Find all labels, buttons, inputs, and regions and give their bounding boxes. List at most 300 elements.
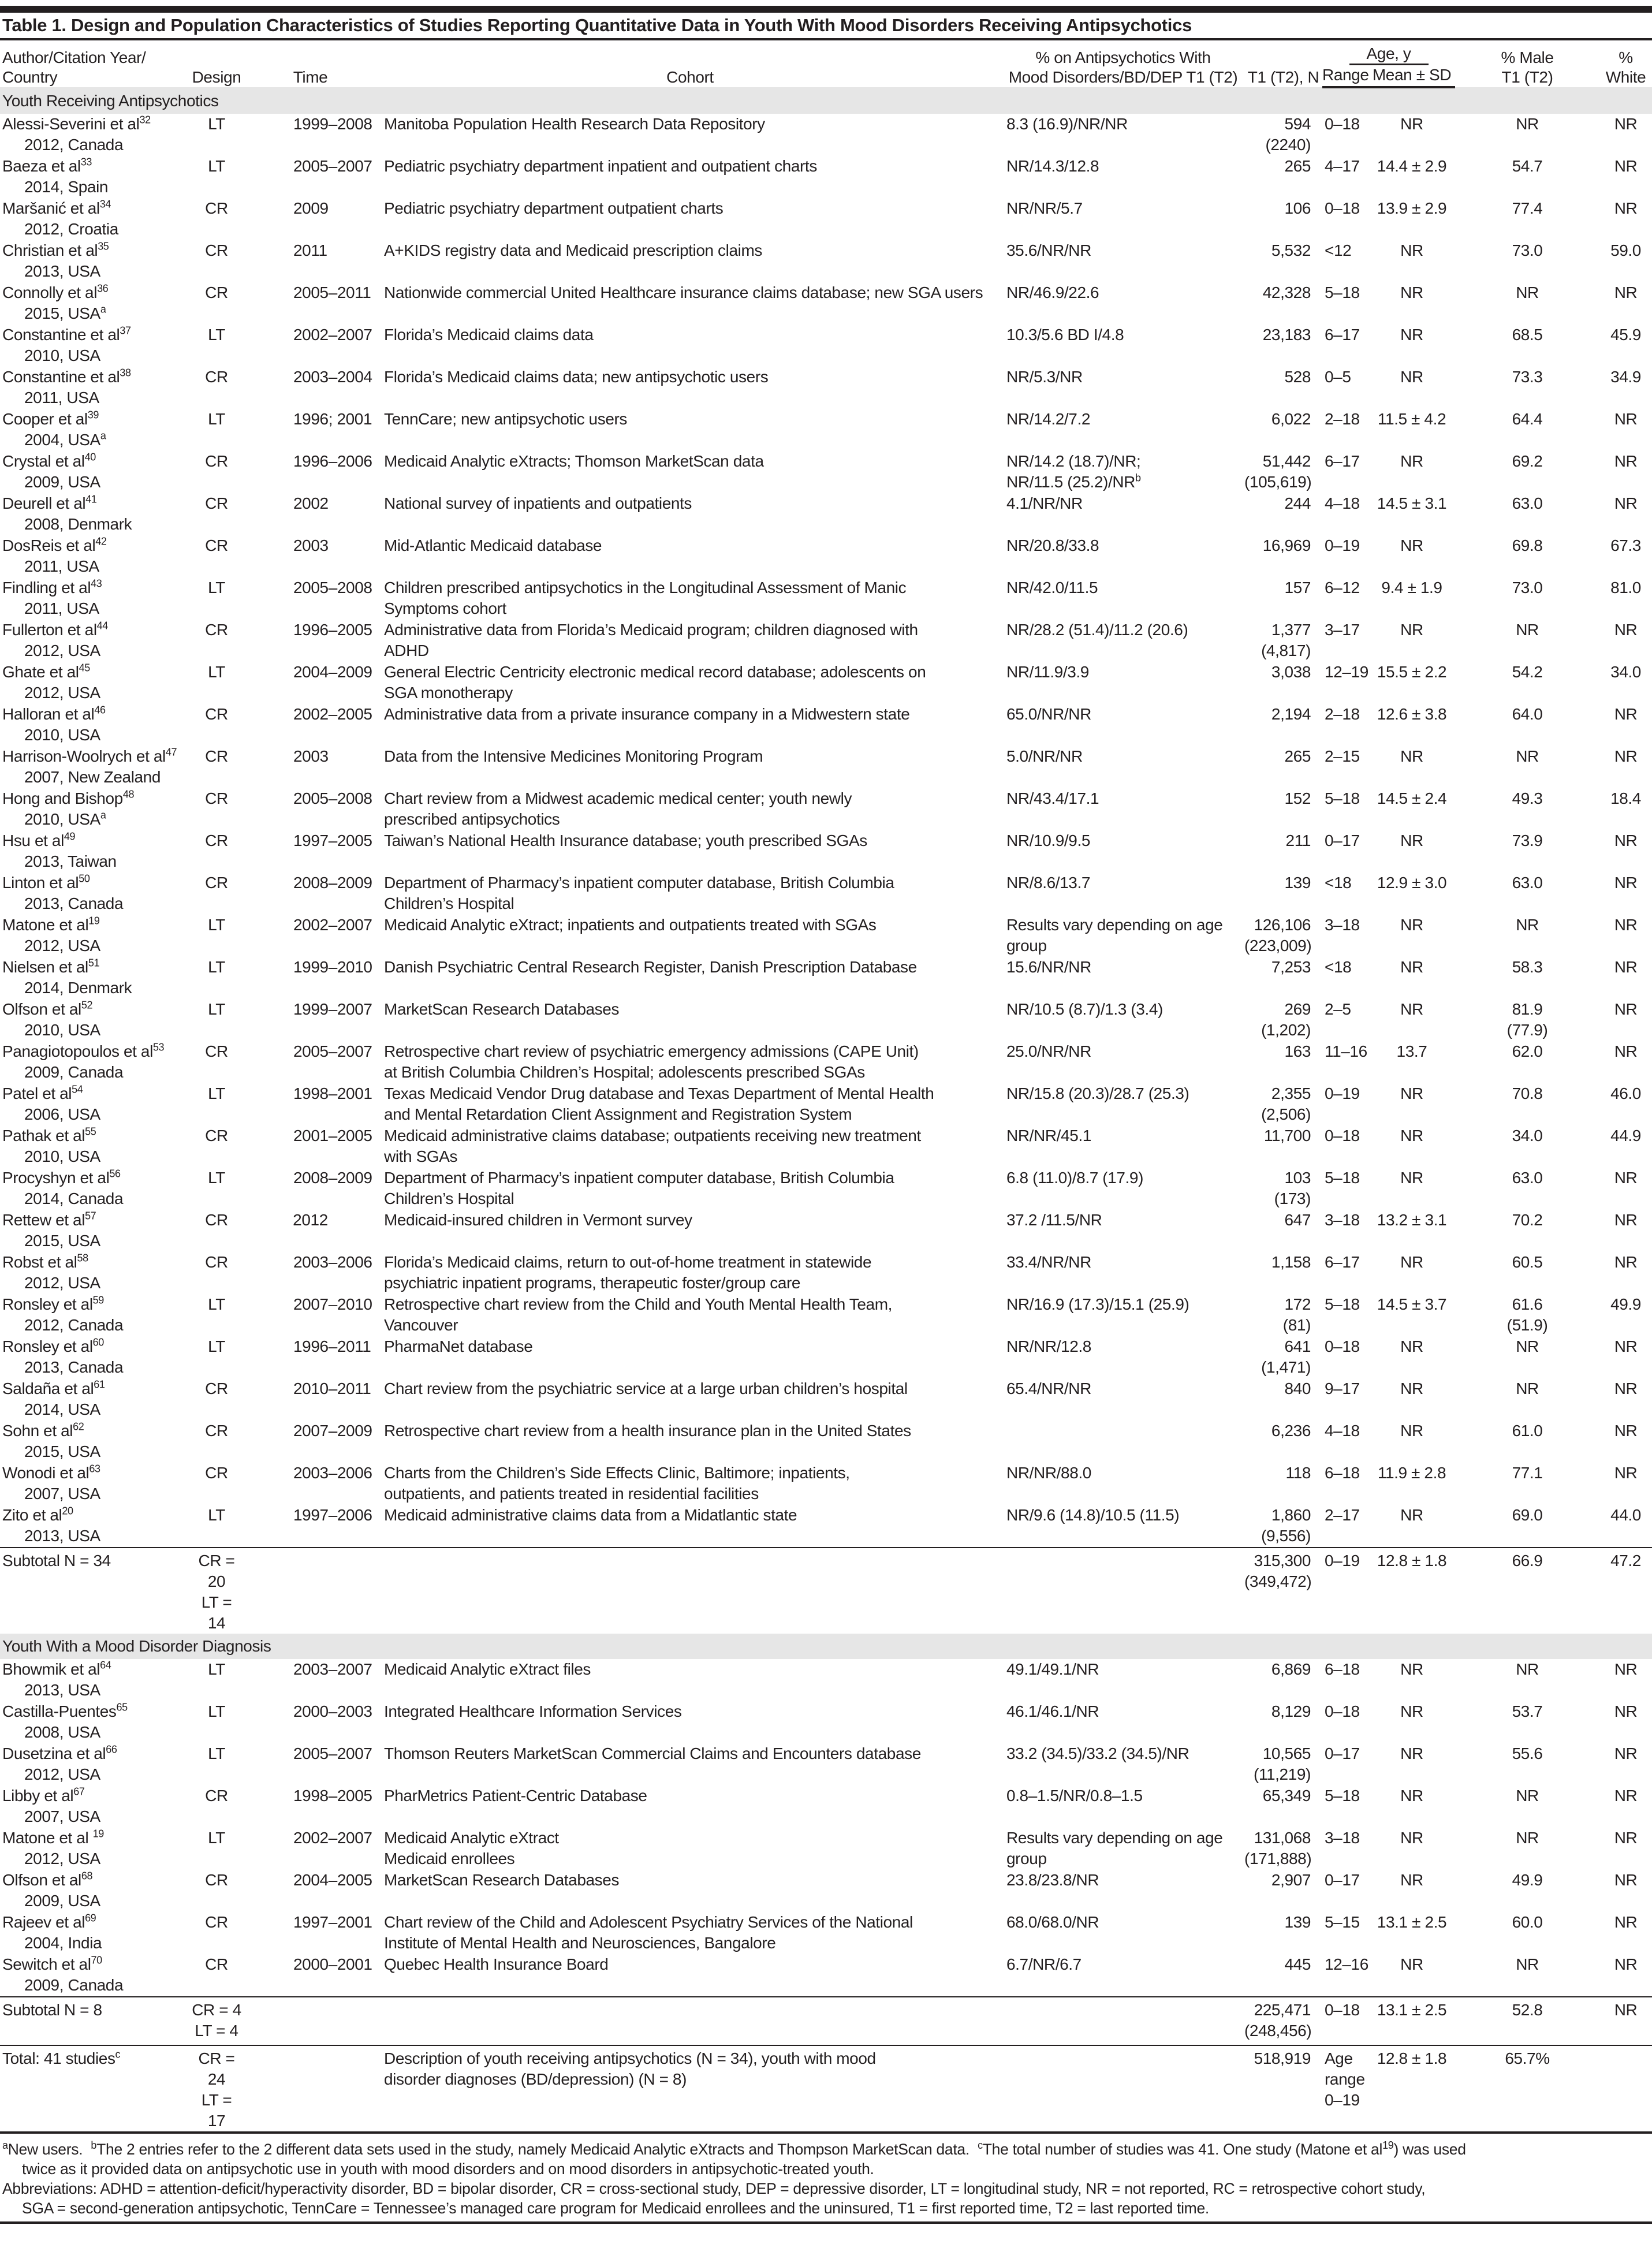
author-cell (0, 1997, 191, 2045)
cohort-description: Manitoba Population Health Research Data Repository (384, 115, 765, 133)
header-mean: Mean ± SD (1368, 65, 1455, 87)
cohort-description: MarketScan Research Databases (384, 1871, 620, 1889)
reference-number: 57 (85, 1210, 96, 1222)
author-name-line (2, 1210, 191, 1231)
pct-antipsychotics: 35.6/NR/NR (1006, 241, 1091, 259)
table-row (0, 704, 1652, 746)
pct-male: 77.4 (1512, 199, 1543, 217)
reference-number: 32 (139, 114, 151, 126)
sample-size-t1: 7,253 (1271, 958, 1311, 976)
design-cell (191, 240, 243, 282)
reference-number: 43 (91, 577, 102, 590)
table-row (0, 114, 1652, 156)
design: LT (208, 1506, 225, 1524)
reference-number: 35 (98, 240, 109, 252)
n-cell (1244, 1083, 1322, 1125)
year-country: 2010, USA (24, 810, 100, 828)
design: CR (205, 199, 228, 217)
author-cell (0, 1252, 191, 1294)
author-name-line (2, 1785, 191, 1806)
year-country: 2010, USA (24, 726, 100, 744)
sample-size-t1: 1,860 (1271, 1506, 1311, 1524)
white-cell (1599, 535, 1652, 577)
author-cell (0, 1168, 191, 1210)
mean-cell (1368, 535, 1455, 577)
year-country-line (2, 1722, 191, 1743)
male-cell (1455, 1168, 1599, 1210)
cohort-cell (378, 325, 1002, 367)
mean-cell (1368, 240, 1455, 282)
range-cell (1322, 1785, 1368, 1828)
author-name-line (2, 1659, 191, 1680)
year-country: 2012, USA (24, 642, 100, 659)
author-cell (0, 620, 191, 662)
pct-white: NR (1614, 199, 1638, 217)
table-row (0, 493, 1652, 535)
age-range: 0–19 (1325, 1084, 1360, 1102)
male-cell (1455, 1785, 1599, 1828)
design-cell (191, 746, 243, 788)
sample-size-t2: (105,619) (1244, 473, 1312, 491)
pct-antipsychotics: 0.8–1.5/NR/0.8–1.5 (1006, 1787, 1143, 1805)
pct-cell (1002, 1421, 1244, 1463)
pct-white: 49.9 (1610, 1295, 1641, 1313)
header-pct: % on Antipsychotics With Mood Disorders/BD/DEP T1 (T2) (1008, 49, 1238, 86)
design: LT (208, 916, 225, 934)
pct-male: 60.5 (1512, 1253, 1543, 1271)
pct-cell (1002, 1701, 1244, 1743)
year-country-line (2, 135, 191, 155)
pct-male: 73.3 (1512, 368, 1543, 386)
age-range: 2–15 (1325, 747, 1360, 765)
author-name: Subtotal N = 8 (2, 2001, 102, 2019)
white-cell (1599, 1210, 1652, 1252)
pct-cell (1002, 1336, 1244, 1378)
range-cell (1322, 114, 1368, 156)
author-name-line (2, 999, 191, 1020)
mean-cell (1368, 409, 1455, 451)
male-cell (1455, 2045, 1599, 2133)
sample-size-t2: (9,556) (1261, 1527, 1311, 1545)
pct-white: NR (1614, 410, 1638, 428)
time-cell (243, 1421, 378, 1463)
design-cell (191, 1421, 243, 1463)
design-cell (191, 1548, 243, 1634)
table-row (0, 1252, 1652, 1294)
male-cell (1455, 873, 1599, 915)
year-country: 2011, USA (24, 389, 99, 407)
cohort-description: Pediatric psychiatry department inpatient and outpatient charts (384, 157, 817, 175)
age-range: 3–18 (1325, 916, 1360, 934)
author-cell (0, 198, 191, 240)
author-name-line (2, 746, 191, 767)
time-period: 2004–2009 (293, 663, 372, 681)
age-mean-sd: 13.9 ± 2.9 (1377, 199, 1447, 217)
pct-white: NR (1614, 705, 1638, 723)
age-mean-sd: NR (1400, 1422, 1423, 1440)
author-name: Rajeev et al (2, 1913, 85, 1931)
table-row (0, 1083, 1652, 1125)
pct-cell (1002, 367, 1244, 409)
pct-cell (1002, 1659, 1244, 1701)
pct-antipsychotics: 23.8/23.8/NR (1006, 1871, 1099, 1889)
pct-antipsychotics: 33.2 (34.5)/33.2 (34.5)/NR (1006, 1744, 1189, 1762)
cohort-cell (378, 240, 1002, 282)
age-mean-sd: 14.4 ± 2.9 (1377, 157, 1447, 175)
sample-size-t1: 244 (1284, 494, 1311, 512)
pct-white: NR (1614, 1337, 1638, 1355)
mean-cell (1368, 1252, 1455, 1294)
range-cell (1322, 1870, 1368, 1912)
cohort-cell (378, 1336, 1002, 1378)
n-cell (1244, 704, 1322, 746)
author-name: Constantine et al (2, 326, 120, 344)
pct-white: 34.9 (1610, 368, 1641, 386)
pct-cell (1002, 957, 1244, 999)
pct-white: NR (1614, 832, 1638, 849)
author-name: Deurell et al (2, 494, 86, 512)
title-rule (0, 38, 1652, 40)
cohort-cell (378, 1294, 1002, 1336)
author-cell (0, 1294, 191, 1336)
table-row (0, 577, 1652, 620)
table-row (0, 788, 1652, 830)
cohort-description: Administrative data from a private insurance company in a Midwestern state (384, 705, 910, 723)
cohort-cell (378, 1548, 1002, 1634)
age-mean-sd: NR (1400, 1829, 1423, 1847)
year-country-line (2, 1231, 191, 1251)
white-cell (1599, 2045, 1652, 2133)
male-cell (1455, 1210, 1599, 1252)
mean-cell (1368, 1701, 1455, 1743)
age-mean-sd: NR (1400, 1127, 1423, 1145)
author-name: Sewitch et al (2, 1955, 91, 1973)
pct-male: 62.0 (1512, 1042, 1543, 1060)
sample-size-t1: 528 (1284, 368, 1311, 386)
age-mean-sd: NR (1400, 1169, 1423, 1187)
pct-antipsychotics: 10.3/5.6 BD I/4.8 (1006, 326, 1124, 344)
cohort-description: Retrospective chart review of psychiatric emergency admissions (CAPE Unit) at British Columbia Children’s Hospital; adolescents prescribed SGAs (384, 1042, 919, 1081)
time-cell (243, 746, 378, 788)
time-period: 2000–2001 (293, 1955, 372, 1973)
pct-white: NR (1614, 494, 1638, 512)
age-mean-sd: NR (1400, 1000, 1423, 1018)
table-row (0, 1659, 1652, 1701)
design: LT (208, 1702, 225, 1720)
age-range: 3–17 (1325, 621, 1360, 639)
design: CR (205, 1787, 228, 1805)
author-name-line (2, 1743, 191, 1764)
pct-male: 73.9 (1512, 832, 1543, 849)
pct-cell (1002, 620, 1244, 662)
reference-number: 59 (92, 1294, 104, 1306)
author-cell (0, 1659, 191, 1701)
cohort-cell (378, 746, 1002, 788)
age-mean-sd: NR (1400, 1337, 1423, 1355)
n-cell (1244, 662, 1322, 704)
table-row (0, 746, 1652, 788)
cohort-cell (378, 2045, 1002, 2133)
male-cell (1455, 1954, 1599, 1997)
time-cell (243, 325, 378, 367)
year-country: 2010, USA (24, 1147, 100, 1165)
footnote-b: The 2 entries refer to the 2 different data sets used in the study, namely Medicaid Analytic eXtracts and Thompson MarketScan data. (96, 2141, 969, 2158)
n-cell (1244, 1168, 1322, 1210)
footnote-marker: a (100, 809, 106, 821)
sample-size-t1: 172 (1284, 1295, 1311, 1313)
cohort-description: Chart review from the psychiatric service at a large urban children’s hospital (384, 1380, 908, 1397)
year-country-line (2, 303, 191, 324)
white-cell (1599, 662, 1652, 704)
sample-size-t2: (11,219) (1253, 1765, 1311, 1783)
white-cell (1599, 282, 1652, 325)
year-country: 2013, USA (24, 262, 100, 280)
time-cell (243, 240, 378, 282)
age-mean-sd: NR (1400, 1380, 1423, 1397)
pct-white: NR (1614, 1871, 1638, 1889)
design: LT (208, 1084, 225, 1102)
author-name-line (2, 409, 191, 430)
design-cell (191, 1505, 243, 1548)
author-cell (0, 1870, 191, 1912)
time-period: 2005–2007 (293, 1042, 372, 1060)
footnote-c-continued: twice as it provided data on antipsychotic use in youth with mood disorders and on mood disorders in antipsychotic-treated youth. (22, 2160, 874, 2178)
white-cell (1599, 1463, 1652, 1505)
n-cell (1244, 451, 1322, 493)
pct-cell (1002, 999, 1244, 1041)
reference-number: 37 (120, 325, 131, 337)
range-cell (1322, 620, 1368, 662)
time-period: 2003–2006 (293, 1253, 372, 1271)
male-cell (1455, 1701, 1599, 1743)
sample-size-t2: (2,506) (1261, 1105, 1311, 1123)
pct-cell (1002, 1168, 1244, 1210)
male-cell (1455, 620, 1599, 662)
reference-number: 46 (94, 704, 106, 716)
year-country: 2008, USA (24, 1723, 100, 1741)
header-n: T1 (T2), N (1247, 68, 1319, 86)
design: CR (205, 1253, 228, 1271)
n-cell (1244, 114, 1322, 156)
male-cell (1455, 1659, 1599, 1701)
reference-number: 40 (84, 451, 96, 463)
age-range: 4–18 (1325, 1422, 1360, 1440)
range-cell (1322, 704, 1368, 746)
sample-size-t2: (223,009) (1244, 937, 1312, 955)
time-cell (243, 873, 378, 915)
design-cell (191, 1378, 243, 1421)
design: CR = 20 LT = 14 (198, 1552, 235, 1632)
design-cell (191, 156, 243, 198)
male-cell (1455, 704, 1599, 746)
cohort-description: Integrated Healthcare Information Services (384, 1702, 682, 1720)
white-cell (1599, 1701, 1652, 1743)
reference-number: 66 (106, 1743, 117, 1755)
age-mean-sd: 12.9 ± 3.0 (1377, 874, 1447, 892)
author-cell (0, 1210, 191, 1252)
white-cell (1599, 1954, 1652, 1997)
pct-antipsychotics: NR/14.2 (18.7)/NR; NR/11.5 (25.2)/NR (1006, 452, 1141, 491)
time-period: 2003–2007 (293, 1660, 372, 1678)
time-cell (243, 1743, 378, 1785)
design-cell (191, 620, 243, 662)
reference-number: 20 (62, 1505, 73, 1517)
cohort-cell (378, 999, 1002, 1041)
white-cell (1599, 1083, 1652, 1125)
year-country-line (2, 261, 191, 282)
pct-white: 44.9 (1610, 1127, 1641, 1145)
cohort-cell (378, 1168, 1002, 1210)
age-range: 0–18 (1325, 1127, 1360, 1145)
header-design: Design (192, 68, 241, 86)
age-mean-sd: 14.5 ± 2.4 (1377, 789, 1447, 807)
n-cell (1244, 1421, 1322, 1463)
footnote-b-mark: b (91, 2139, 97, 2152)
design: CR (205, 621, 228, 639)
sample-size-t1: 6,236 (1271, 1422, 1311, 1440)
author-name-line (2, 788, 191, 809)
sample-size-t1: 315,300 (1254, 1552, 1311, 1570)
design: CR = 4 LT = 4 (192, 2001, 241, 2040)
mean-cell (1368, 1870, 1455, 1912)
age-range: 6–18 (1325, 1464, 1360, 1482)
cohort-description: General Electric Centricity electronic medical record database; adolescents on SGA monotherapy (384, 663, 926, 702)
time-cell (243, 409, 378, 451)
pct-cell (1002, 156, 1244, 198)
age-range: 5–18 (1325, 1787, 1360, 1805)
time-period: 2009 (293, 199, 329, 217)
pct-white: 46.0 (1610, 1084, 1641, 1102)
time-period: 2007–2010 (293, 1295, 372, 1313)
mean-cell (1368, 367, 1455, 409)
year-country: 2014, Canada (24, 1190, 124, 1207)
reference-number: 33 (80, 156, 92, 168)
male-cell (1455, 577, 1599, 620)
pct-antipsychotics: NR/11.9/3.9 (1006, 663, 1089, 681)
year-country-line (2, 177, 191, 197)
author-name-line (2, 1041, 191, 1062)
n-cell (1244, 1505, 1322, 1548)
cohort-description: Pediatric psychiatry department outpatient charts (384, 199, 724, 217)
age-mean-sd: NR (1400, 452, 1423, 470)
cohort-description: Data from the Intensive Medicines Monitoring Program (384, 747, 763, 765)
design-cell (191, 1701, 243, 1743)
pct-male: 69.0 (1512, 1506, 1543, 1524)
age-range: Age range 0–19 (1325, 2049, 1365, 2109)
design: CR (205, 1042, 228, 1060)
mean-cell (1368, 2045, 1455, 2133)
total-row (0, 2045, 1652, 2133)
design: CR (205, 241, 228, 259)
cohort-description: Medicaid administrative claims data from a Midatlantic state (384, 1506, 797, 1524)
author-cell (0, 957, 191, 999)
cohort-description: Danish Psychiatric Central Research Register, Danish Prescription Database (384, 958, 917, 976)
year-country: 2013, Canada (24, 1358, 124, 1376)
pct-male: 70.2 (1512, 1211, 1543, 1229)
pct-male: 77.1 (1512, 1464, 1543, 1482)
design: CR (205, 1422, 228, 1440)
design-cell (191, 1743, 243, 1785)
n-cell (1244, 1659, 1322, 1701)
range-cell (1322, 156, 1368, 198)
pct-antipsychotics: 65.4/NR/NR (1006, 1380, 1091, 1397)
pct-antipsychotics: 65.0/NR/NR (1006, 705, 1091, 723)
author-name: Ghate et al (2, 663, 79, 681)
pct-male-t2: (77.9) (1506, 1021, 1548, 1039)
pct-antipsychotics: NR/46.9/22.6 (1006, 284, 1099, 301)
pct-male: 63.0 (1512, 1169, 1543, 1187)
white-cell (1599, 830, 1652, 873)
pct-cell (1002, 830, 1244, 873)
age-mean-sd: 11.5 ± 4.2 (1377, 410, 1446, 428)
n-cell (1244, 1997, 1322, 2045)
cohort-cell (378, 704, 1002, 746)
age-range: <18 (1325, 874, 1352, 892)
design-cell (191, 873, 243, 915)
author-name: Nielsen et al (2, 958, 88, 976)
year-country-line (2, 1188, 191, 1209)
pct-white: NR (1614, 1787, 1638, 1805)
author-name: Robst et al (2, 1253, 77, 1271)
time-cell (243, 198, 378, 240)
author-cell (0, 1785, 191, 1828)
sample-size-t1: 65,349 (1262, 1787, 1311, 1805)
pct-male: 60.0 (1512, 1913, 1543, 1931)
design: LT (208, 1000, 225, 1018)
white-cell (1599, 1125, 1652, 1168)
male-cell (1455, 325, 1599, 367)
pct-cell (1002, 282, 1244, 325)
age-mean-sd: NR (1400, 1506, 1423, 1524)
section-header (0, 87, 1652, 114)
pct-antipsychotics: NR/NR/5.7 (1006, 199, 1083, 217)
age-mean-sd: 13.7 (1396, 1042, 1427, 1060)
design-cell (191, 282, 243, 325)
pct-male: 65.7% (1505, 2049, 1550, 2067)
year-country-line (2, 1806, 191, 1827)
pct-white: NR (1614, 1660, 1638, 1678)
pct-white: 59.0 (1610, 241, 1641, 259)
design-cell (191, 1659, 243, 1701)
n-cell (1244, 1252, 1322, 1294)
cohort-cell (378, 1701, 1002, 1743)
cohort-description: Medicaid Analytic eXtracts; Thomson MarketScan data (384, 452, 764, 470)
year-country-line (2, 219, 191, 240)
author-name: Wonodi et al (2, 1464, 90, 1482)
reference-number: 53 (152, 1041, 165, 1053)
mean-cell (1368, 1378, 1455, 1421)
age-mean-sd: NR (1400, 1955, 1423, 1973)
time-cell (243, 535, 378, 577)
author-name: Hsu et al (2, 832, 64, 849)
male-cell (1455, 915, 1599, 957)
author-name: Findling et al (2, 579, 91, 597)
design: LT (208, 115, 225, 133)
cohort-description: National survey of inpatients and outpatients (384, 494, 692, 512)
pct-white: NR (1614, 1253, 1638, 1271)
pct-male: 53.7 (1512, 1702, 1543, 1720)
pct-antipsychotics: NR/NR/45.1 (1006, 1127, 1091, 1145)
reference-number: c (115, 2048, 121, 2060)
design-cell (191, 662, 243, 704)
time-period: 2007–2009 (293, 1422, 372, 1440)
reference-number: 47 (165, 746, 177, 758)
cohort-description: A+KIDS registry data and Medicaid prescription claims (384, 241, 762, 259)
author-cell (0, 240, 191, 282)
table-row (0, 873, 1652, 915)
author-name-line (2, 1828, 191, 1848)
table-row (0, 830, 1652, 873)
